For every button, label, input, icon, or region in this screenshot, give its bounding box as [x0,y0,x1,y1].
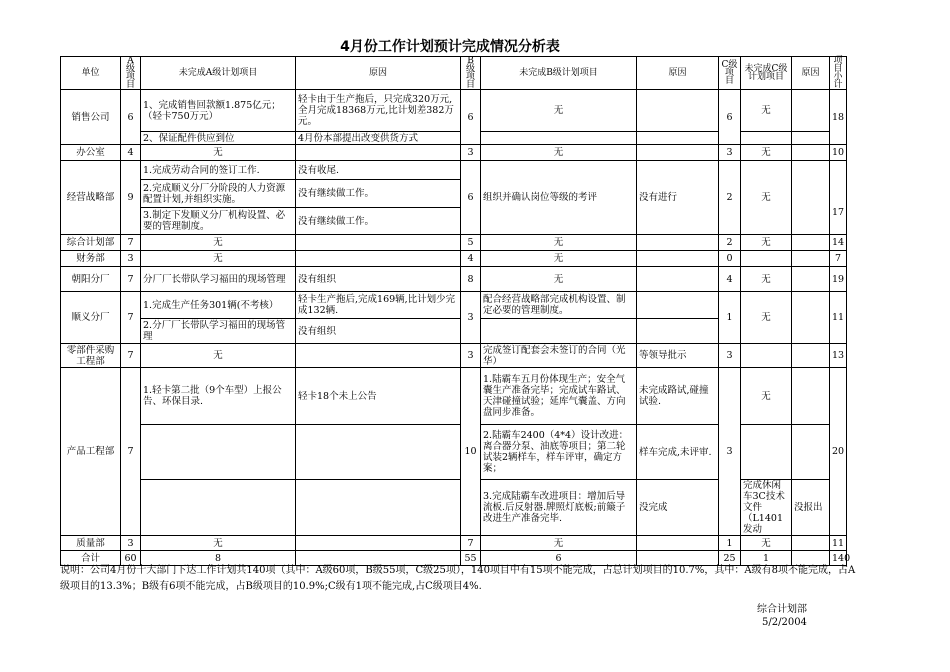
subtotal-cell: 11 [830,292,847,344]
b-item-cell: 无 [481,90,637,132]
unit-cell: 朝阳分厂 [61,267,121,292]
b-item-cell: 无 [481,251,637,267]
c-item-cell: 无 [741,267,792,292]
a-reason-cell: 没有继续做工作。 [296,180,461,208]
subtotal-cell: 18 [830,90,847,145]
b-reason-cell [637,292,719,319]
b-reason-cell [637,132,719,145]
a-count-cell: 9 [121,161,141,235]
b-undone-cell: 6 [481,551,637,566]
b-reason-cell [637,251,719,267]
b-reason-cell [637,319,719,344]
subtotal-cell: 17 [830,161,847,235]
a-reason-cell [296,145,461,161]
c-reason-cell [792,292,830,344]
a-item-cell: 无 [141,344,296,368]
subtotal-cell: 13 [830,344,847,368]
a-reason-cell [296,480,461,536]
a-reason-cell: 轻卡由于生产拖后，只完成320万元,全月完成18368万元,比计划差382万元。 [296,90,461,132]
b-item-cell: 3.完成陆霸车改进项目：增加后导流板.后反射器.牌照灯底板;前簸子改进生产准备完毕. [481,480,637,536]
a-count-cell: 3 [121,536,141,551]
c-count-cell: 0 [719,251,741,267]
c-reason-cell [792,235,830,251]
a-item-cell: 无 [141,251,296,267]
b-item-cell: 组织并确认岗位等级的考评 [481,161,637,235]
b-reason-cell [637,267,719,292]
b-reason-cell [637,536,719,551]
c-item-cell [741,251,792,267]
page-title: 4月份工作计划预计完成情况分析表 [340,39,560,55]
header-b-items: 未完成B级计划项目 [481,57,637,90]
b-count-cell: 55 [461,551,481,566]
b-item-cell: 无 [481,267,637,292]
subtotal-cell: 10 [830,145,847,161]
header-a-count: A级项目 [121,57,141,90]
header-subtotal: 项目小计 [830,57,847,90]
subtotal-cell: 14 [830,235,847,251]
subtotal-cell: 20 [830,368,847,536]
a-item-cell: 2.分厂厂长带队学习福田的现场管理 [141,319,296,344]
c-count-cell: 25 [719,551,741,566]
a-reason-cell [296,536,461,551]
b-count-cell: 6 [461,90,481,145]
table-row-office [61,145,847,161]
report-date: 5/2/2004 [762,617,807,628]
a-count-cell: 4 [121,145,141,161]
c-item-cell [741,425,792,480]
b-item-cell [481,319,637,344]
c-item-cell: 无 [741,90,792,132]
b-count-cell: 6 [461,161,481,235]
c-count-cell: 1 [719,292,741,344]
b-item-cell: 无 [481,145,637,161]
c-count-cell: 6 [719,90,741,145]
a-item-cell: 分厂厂长带队学习福田的现场管理 [141,267,296,292]
a-reason-cell: 轻卡18个未上公告 [296,368,461,425]
c-undone-cell: 1 [741,551,792,566]
unit-cell: 质量部 [61,536,121,551]
unit-cell: 经营战略部 [61,161,121,235]
b-item-cell: 2.陆霸车2400（4*4）设计改进：离合器分泵、油底等项目；第二轮试装2辆样车，样车评审，确定方案； [481,425,637,480]
table-row-quality [61,536,847,551]
c-item-cell: 无 [741,161,792,235]
b-count-cell: 8 [461,267,481,292]
c-reason-cell [792,90,830,132]
a-item-cell: 无 [141,235,296,251]
c-item-cell [741,132,792,145]
a-count-cell: 7 [121,267,141,292]
a-reason-cell: 没有组织 [296,319,461,344]
unit-cell: 综合计划部 [61,235,121,251]
header-a-items: 未完成A级计划项目 [141,57,296,90]
unit-cell: 产品工程部 [61,368,121,536]
c-count-cell: 2 [719,235,741,251]
analysis-table [60,56,851,566]
b-count-cell: 7 [461,536,481,551]
b-count-cell: 5 [461,235,481,251]
c-count-cell: 3 [719,145,741,161]
header-a-reason: 原因 [296,57,461,90]
b-reason-cell: 等领导批示 [637,344,719,368]
a-item-cell [141,480,296,536]
table-row-chaoyang [61,267,847,292]
b-item-cell: 配合经营战略部完成机构设置、制定必要的管理制度。 [481,292,637,319]
b-item-cell: 无 [481,235,637,251]
c-item-cell [741,344,792,368]
a-reason-cell: 4月份本部提出改变供货方式 [296,132,461,145]
a-count-cell: 3 [121,251,141,267]
c-count-cell: 3 [719,344,741,368]
b-reason-cell: 样车完成,未评审. [637,425,719,480]
c-reason-cell [792,267,830,292]
b-reason-cell: 没有进行 [637,161,719,235]
c-reason-cell [792,344,830,368]
b-reason-cell: 没完成 [637,480,719,536]
c-count-cell: 4 [719,267,741,292]
c-item-cell: 无 [741,536,792,551]
c-reason-cell [792,536,830,551]
signer-label: 综合计划部 [757,604,807,615]
a-count-cell: 60 [121,551,141,566]
c-item-cell: 无 [741,292,792,344]
subtotal-cell: 140 [830,551,847,566]
a-reason-cell: 没有继续做工作。 [296,208,461,235]
table-row-finance [61,251,847,267]
table-row-parts [61,344,847,368]
subtotal-cell: 11 [830,536,847,551]
table-row-sales [61,90,847,132]
a-reason-cell [296,344,461,368]
a-item-cell: 2、保证配件供应到位 [141,132,296,145]
a-count-cell: 7 [121,292,141,344]
c-count-cell: 1 [719,536,741,551]
c-reason-cell [792,251,830,267]
b-item-cell: 1.陆霸车五月份体现生产；安全气囊生产准备完毕；完成试车路试、天津碰撞试验；延库气囊盖、方向盘同步准备。 [481,368,637,425]
a-item-cell: 2.完成顺义分厂分阶段的人力资源配置计划,并组织实施。 [141,180,296,208]
table-row-strategy [61,161,847,180]
b-item-cell [481,132,637,145]
a-count-cell: 7 [121,235,141,251]
a-count-cell: 7 [121,344,141,368]
c-count-cell: 2 [719,161,741,235]
c-item-cell: 无 [741,368,792,425]
a-item-cell: 1.完成生产任务301辆(不考核） [141,292,296,319]
subtotal-cell: 19 [830,267,847,292]
header-unit: 单位 [61,57,121,90]
a-item-cell [141,425,296,480]
header-c-items: 未完成C级计划项目 [741,57,792,90]
c-reason-cell [792,132,830,145]
unit-cell: 办公室 [61,145,121,161]
b-count-cell: 3 [461,292,481,344]
a-reason-cell: 没有组织 [296,267,461,292]
a-reason-cell: 没有收尾. [296,161,461,180]
c-count-cell: 3 [719,368,741,536]
c-reason-cell [792,368,830,425]
b-reason-cell [637,145,719,161]
b-reason-cell: 未完成路试,碰撞试验. [637,368,719,425]
c-item-cell: 完成休闲车3C技术文件（L1401发动 [741,480,792,536]
c-item-cell: 无 [741,235,792,251]
c-reason-cell [792,145,830,161]
table-row-shunyi [61,292,847,319]
unit-cell: 销售公司 [61,90,121,145]
a-reason-cell [296,425,461,480]
a-item-cell: 1、完成销售回款额1.875亿元；（轻卡750万元） [141,90,296,132]
b-count-cell: 3 [461,145,481,161]
b-count-cell: 4 [461,251,481,267]
b-item-cell: 无 [481,536,637,551]
b-count-cell: 10 [461,368,481,536]
explanation-note: 说明：公司4月份十大部门下达工作计划共140项（其中：A级60项，B级55项，C级25项），140项目中有15项不能完成，占总计划项目的10.7%，其中：A级有8项不能完成，占A级项目的13.3%；B级有6项不能完成，占B级项目的10.9%;C级有1项不能完成,占C级项目4%. [60,565,856,592]
c-item-cell: 无 [741,145,792,161]
b-item-cell: 完成签订配套会未签订的合同（光华） [481,344,637,368]
a-reason-cell: 轻卡生产拖后,完成169辆,比计划少完成132辆. [296,292,461,319]
header-row [61,57,847,90]
c-reason-cell: 没报出 [792,480,830,536]
table-row-planning [61,235,847,251]
table-row-product [61,368,847,425]
subtotal-cell: 7 [830,251,847,267]
b-reason-cell [637,235,719,251]
c-reason-cell [792,425,830,480]
unit-cell: 零部件采购工程部 [61,344,121,368]
unit-cell: 顺义分厂 [61,292,121,344]
a-count-cell: 7 [121,368,141,536]
a-reason-cell [296,251,461,267]
a-undone-cell: 8 [141,551,296,566]
a-count-cell: 6 [121,90,141,145]
header-c-count: C级项目 [719,57,741,90]
a-item-cell: 1.轻卡第二批（9个车型）上报公告、环保目录. [141,368,296,425]
header-b-count: B级项目 [461,57,481,90]
b-count-cell: 3 [461,344,481,368]
a-item-cell: 无 [141,145,296,161]
a-item-cell: 无 [141,536,296,551]
unit-cell: 财务部 [61,251,121,267]
unit-cell: 合计 [61,551,121,566]
a-item-cell: 1.完成劳动合同的签订工作. [141,161,296,180]
c-reason-cell [792,161,830,235]
a-item-cell: 3.制定下发顺义分厂机构设置、必要的管理制度。 [141,208,296,235]
b-reason-cell [637,90,719,132]
header-c-reason: 原因 [792,57,830,90]
a-reason-cell [296,235,461,251]
header-b-reason: 原因 [637,57,719,90]
